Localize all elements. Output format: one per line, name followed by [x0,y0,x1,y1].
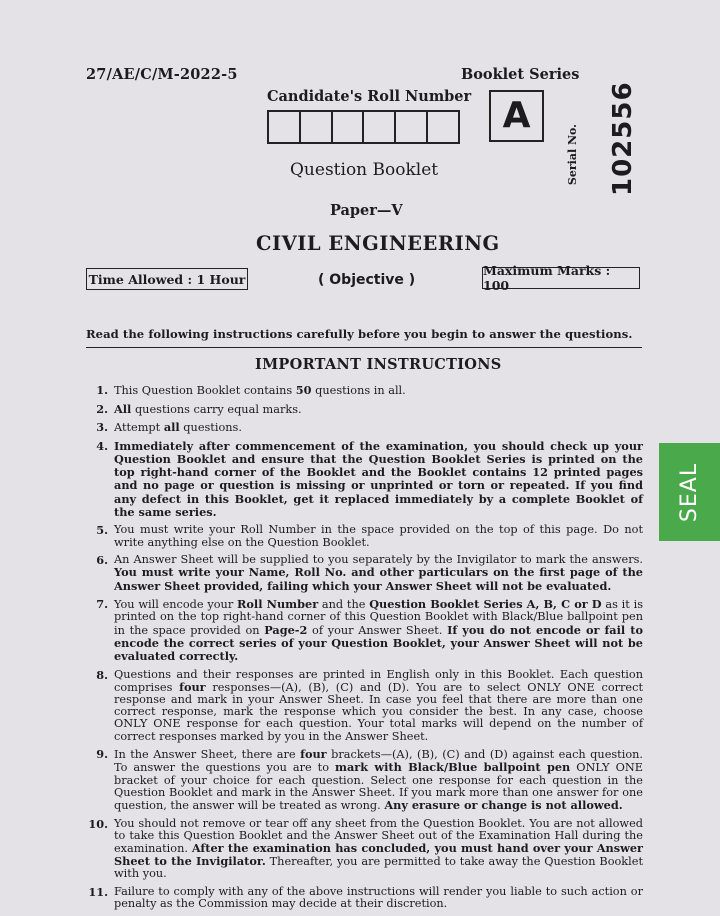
instruction-text-run: In the Answer Sheet, there are [114,748,301,762]
instruction-item [86,384,643,397]
instructions-heading: IMPORTANT INSTRUCTIONS [255,356,502,373]
instruction-text-run: as it is printed on the top right-hand corner of this Question Booklet with Black/Blue ballpoint pen in the space provided on [114,598,643,637]
instruction-number: 4. [96,438,108,453]
instruction-number: 1. [96,383,108,397]
instructions-list [86,384,643,916]
booklet-series-box [489,90,544,142]
instruction-text-run: Attempt [114,421,164,435]
maximum-marks-text: Maximum Marks : 100 [483,263,611,293]
roll-number-boxes[interactable] [267,110,460,144]
instruction-text-bold: mark with Black/Blue ballpoint pen [334,760,571,775]
exam-code: 27/AE/C/M-2022-5 [86,66,238,83]
instruction-text-bold: Any erasure or change is not allowed. [384,798,623,813]
booklet-title: Question Booklet [290,160,439,180]
roll-number-label: Candidate's Roll Number [267,88,472,105]
instruction-number: 5. [96,523,108,538]
instruction-number: 11. [88,885,108,900]
instruction-number: 7. [96,597,108,612]
instruction-item [86,598,643,663]
instruction-number: 3. [96,420,108,435]
serial-number: 102556 [608,81,638,196]
instruction-text-run: responses—(A), (B), (C) and (D). You are to select ONLY ONE correct response and mark in your Answer Sheet. In case you feel that there are more than one correct response, mark the response which you consider the best. In any case, choose ONLY ONE response for each question. Your total marks will depend on the number of correct responses marked by you in the Answer Sheet. [114,680,643,743]
instruction-text-bold: You must write your Name, Roll No. and other particulars on the first page of the Answer Sheet provided, failing which your Answer Sheet will not be evaluated. [114,565,643,593]
exam-mode: ( Objective ) [318,272,416,288]
instruction-text-run: questions. [179,421,242,435]
seal-tab[interactable] [659,443,720,541]
instruction-text-run: Questions and their responses are printed in English only in this Booklet. Each question comprises [114,667,643,694]
paper-number: Paper—V [330,202,403,219]
instruction-text-run: An Answer Sheet will be supplied to you separately by the Invigilator to mark the answers. [114,553,643,567]
subject-title: CIVIL ENGINEERING [256,232,500,255]
roll-digit-box[interactable] [428,112,458,142]
instruction-text-bold: four [179,679,206,694]
instruction-number: 9. [96,747,108,762]
instruction-item [86,554,643,593]
instruction-text [114,421,643,434]
instruction-text-bold: If you do not encode or fail to encode the correct series of your Question Booklet, your Answer Sheet will not be evaluated correctly. [114,622,643,663]
instruction-item [86,886,643,910]
instruction-text [114,748,643,812]
instruction-text-run: You should not remove or tear off any sheet from the Question Booklet. You are not allowed to take this Question Booklet and the Answer Sheet out of the Examination Hall during the examination. [114,816,643,856]
instruction-text-run: This Question Booklet contains [114,384,296,397]
instruction-item [86,440,643,519]
booklet-series-letter: A [502,95,531,136]
serial-number-label: Serial No. [566,124,579,186]
roll-digit-box[interactable] [333,112,365,142]
time-allowed-box [86,268,248,290]
instruction-text-run: brackets—(A), (B), (C) and (D) against each question. To answer the questions you are to [114,748,643,775]
roll-digit-box[interactable] [301,112,333,142]
read-instructions-line: Read the following instructions carefully before you begin to answer the questions. [86,327,633,341]
booklet-series-label: Booklet Series [461,66,580,83]
seal-label: SEAL [676,462,702,522]
instruction-item [86,403,643,416]
instruction-text [114,384,643,397]
instruction-text-run: ONLY ONE bracket of your choice for each question. Select one response for each question in the Question Booklet and mark in the Answer Sheet. If you mark more than one answer for one question, the answer will be treated as wrong. [114,761,643,813]
instruction-text-bold: Roll Number [237,597,319,612]
instruction-text-bold: Question Booklet Series A, B, C or D [369,597,602,612]
instruction-item [86,748,643,812]
maximum-marks-box [482,263,640,293]
instruction-text-run: You must write your Roll Number in the space provided on the top of this page. Do not write anything else on the Question Booklet. [114,523,643,549]
instruction-text [114,554,643,593]
instruction-text-bold: Immediately after commencement of the examination, you should check up your Question Booklet and ensure that the Question Booklet Series is printed on the top right-hand corner of the Booklet and the Booklet contains 12 printed pages and no page or question is missing or unprinted or torn or repeated. If you find any defect in this Booklet, get it replaced immediately by a complete Booklet of the same series. [114,438,643,519]
instruction-text-run: questions in all. [311,384,406,397]
instruction-text-run: questions carry equal marks. [131,402,302,416]
instruction-item [86,421,643,434]
instruction-number: 8. [96,667,108,682]
instruction-text-bold: Page-2 [264,622,308,637]
time-allowed-text: Time Allowed : 1 Hour [88,271,246,287]
instruction-text-bold: all [163,420,180,435]
instruction-text-run: Failure to comply with any of the above instructions will render you liable to such action or penalty as the Commission may decide at their discretion. [114,885,643,911]
roll-digit-box[interactable] [364,112,396,142]
instruction-text [114,886,643,910]
roll-digit-box[interactable] [396,112,428,142]
instruction-text-bold: All [114,401,132,416]
instruction-text-bold: four [300,747,327,762]
instruction-text [114,669,643,743]
instruction-item [86,524,643,548]
instruction-text-run: Thereafter, you are permitted to take away the Question Booklet with you. [114,855,643,881]
instruction-text [114,403,643,416]
instruction-text-bold: 50 [295,383,312,397]
instruction-item [86,669,643,743]
instruction-text-bold: After the examination has concluded, you must hand over your Answer Sheet to the Invigilator. [114,841,643,869]
instruction-text-run: You will encode your [114,598,237,612]
divider [86,347,642,348]
instruction-text [114,818,643,881]
roll-digit-box[interactable] [269,112,301,142]
instruction-number: 10. [88,816,108,831]
instruction-number: 6. [96,553,108,568]
instruction-text-run: and the [318,598,370,612]
instruction-number: 2. [96,401,108,416]
instruction-item [86,818,643,881]
instruction-text [114,524,643,548]
instruction-text [114,440,643,519]
instruction-text-run: of your Answer Sheet. [307,623,448,637]
instruction-text [114,598,643,663]
